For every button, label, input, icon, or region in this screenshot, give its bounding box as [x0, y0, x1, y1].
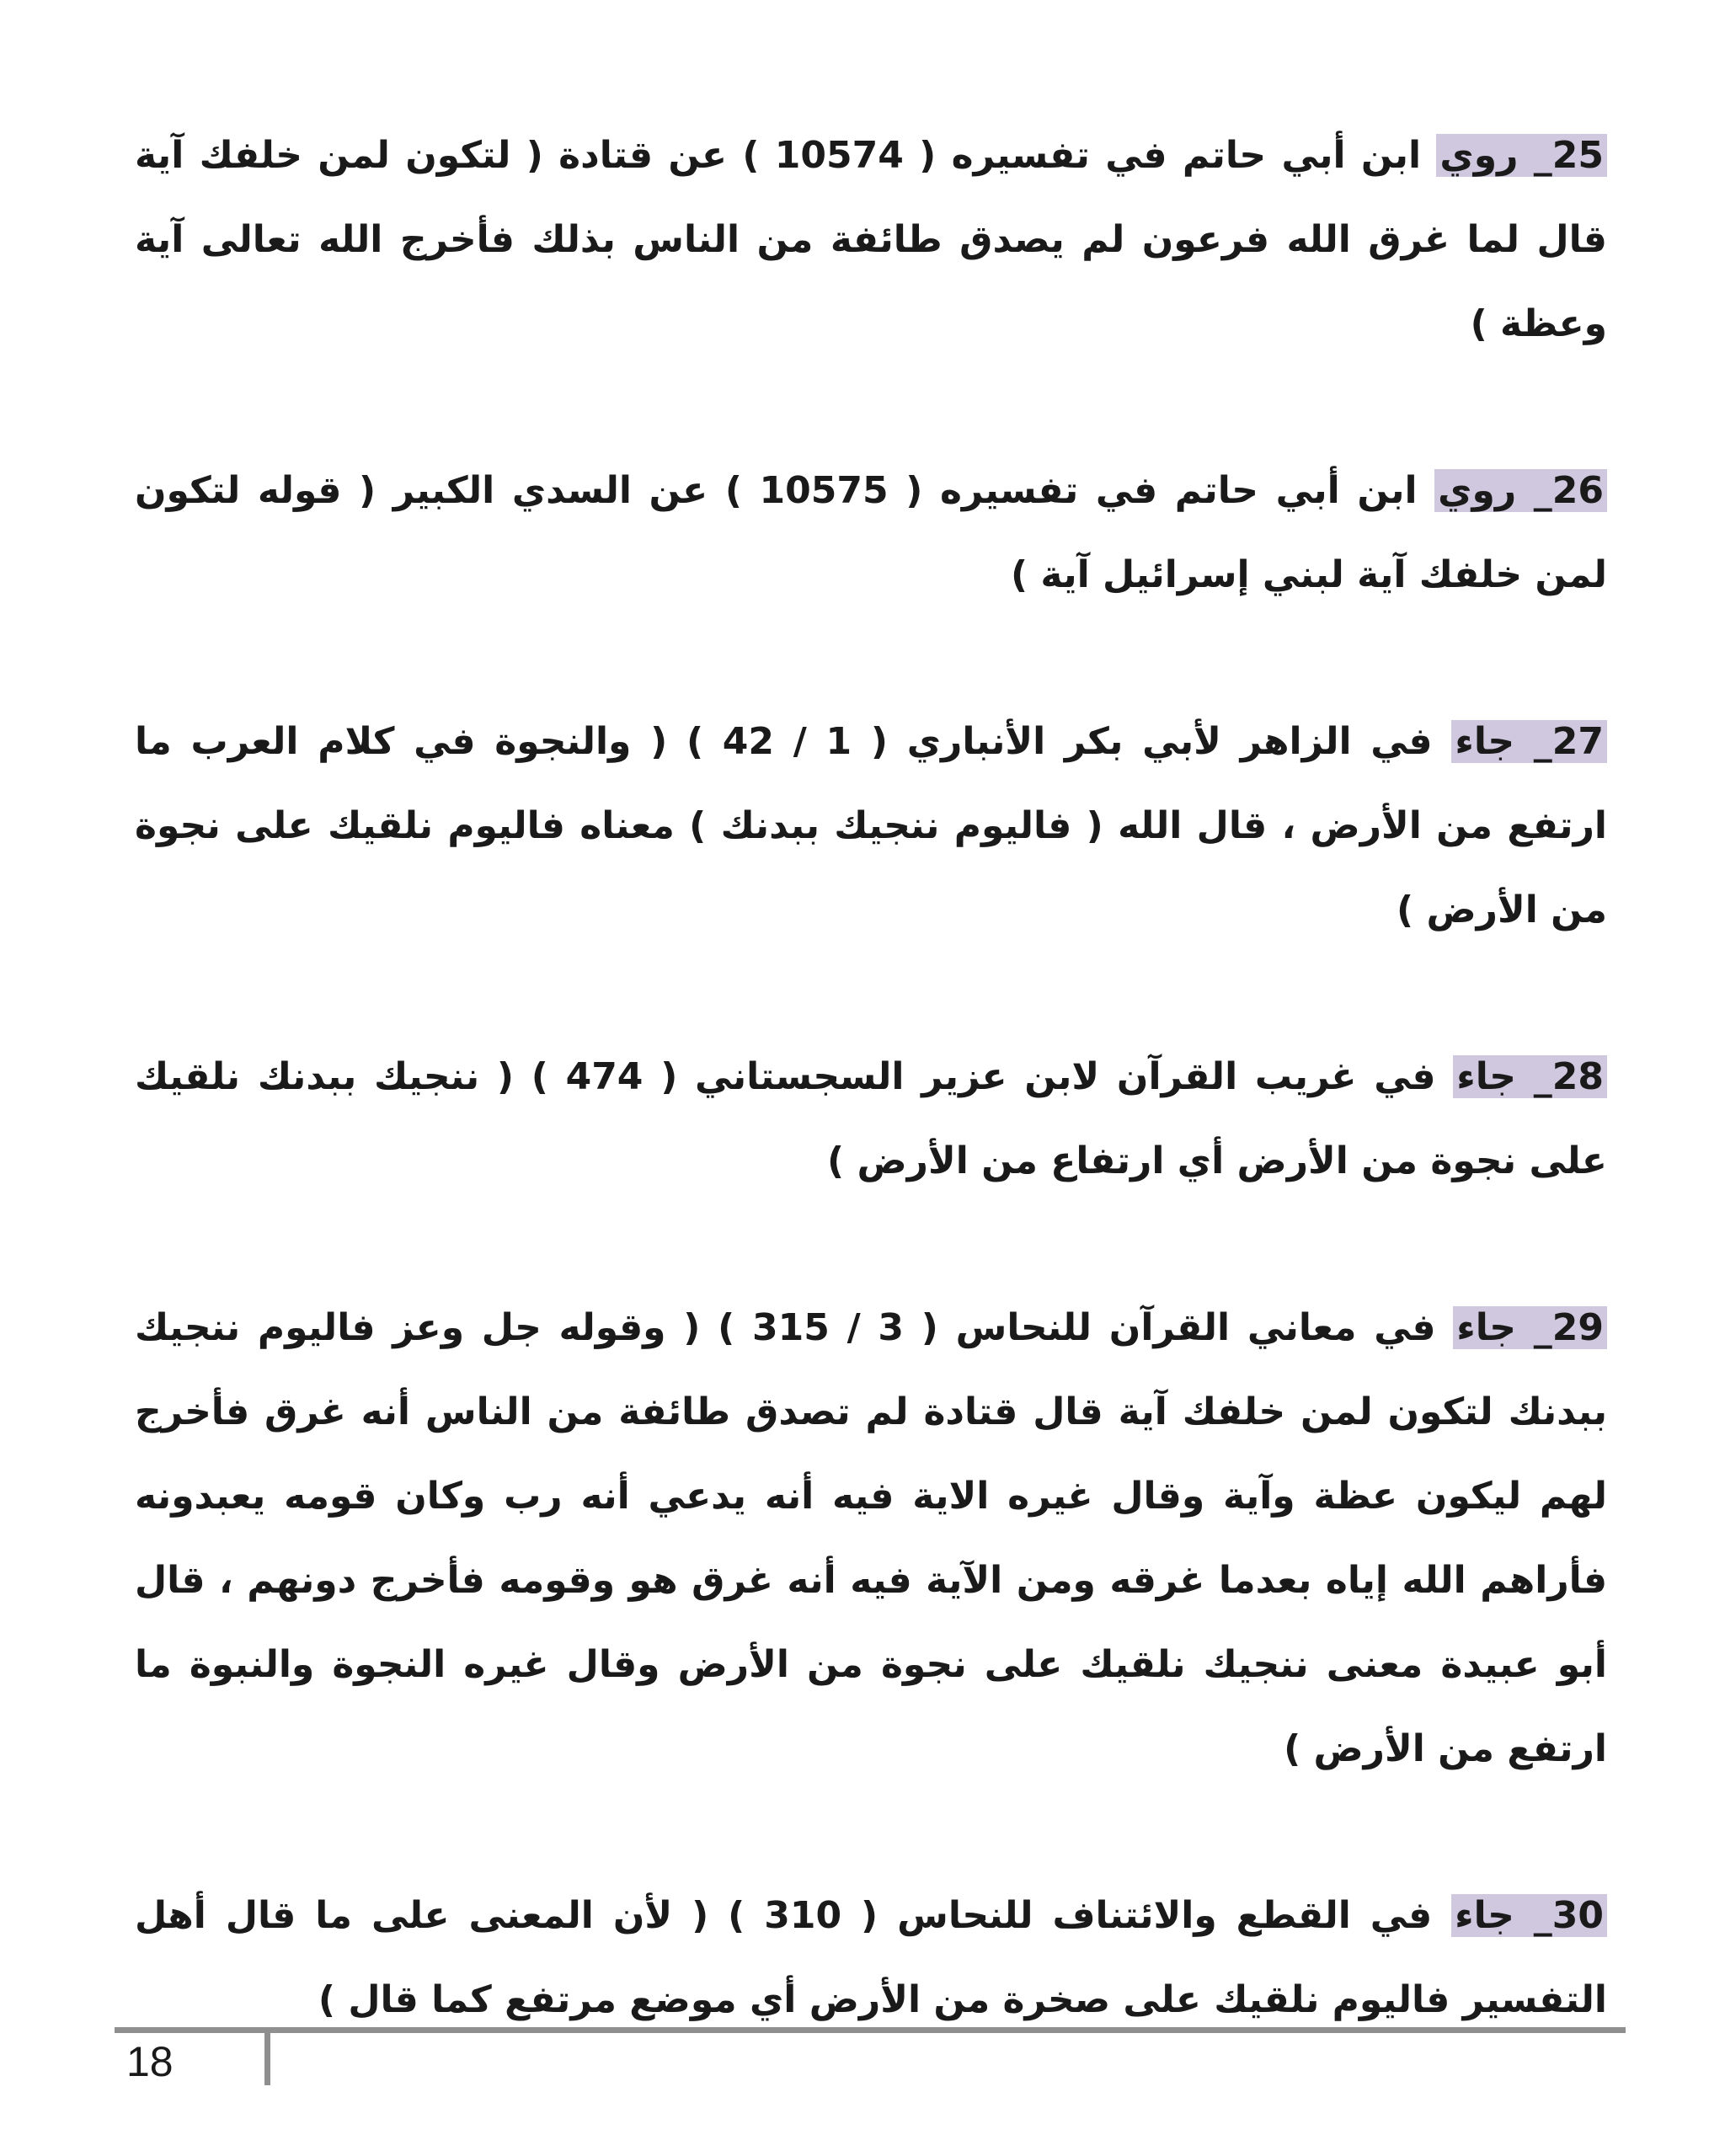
entry-25 — [135, 114, 1607, 366]
entry-27 — [135, 700, 1607, 953]
entry-29-text: في معاني القرآن للنحاس ( 3 / 315 ) ( وقوله جل وعز فاليوم ننجيك ببدنك لتكون لمن خلفك آية قال قتادة لم تصدق طائفة من الناس أنه غرق فأخرج لهم ليكون عظة وآية وقال غيره الاية فيه أنه يدعي أنه رب وكان قومه يعبدونه فأراهم الله إياه بعدما غرقه ومن الآية فيه أنه غرق هو وقومه فأخرج دونهم ، قال أبو عبيدة معنى ننجيك نلقيك على نجوة من الأرض وقال غيره النجوة والنبوة ما ارتفع من الأرض ) — [135, 1306, 1607, 1770]
entries-list — [135, 114, 1607, 2125]
entry-25-marker: 25_ روي — [1436, 134, 1607, 177]
entry-27-marker: 27_ جاء — [1451, 720, 1607, 763]
entry-26 — [135, 449, 1607, 617]
entry-28-marker: 28_ جاء — [1453, 1055, 1607, 1098]
page-number: 18 — [126, 2038, 174, 2085]
entry-26-marker: 26_ روي — [1434, 469, 1607, 512]
entry-29 — [135, 1286, 1607, 1791]
entry-29-marker: 29_ جاء — [1453, 1306, 1607, 1349]
footer-divider-tick — [264, 2031, 270, 2085]
entry-26-text: ابن أبي حاتم في تفسيره ( 10575 ) عن السدي الكبير ( قوله لتكون لمن خلفك آية لبني إسرائيل آية ) — [135, 469, 1607, 596]
entry-30-text: في القطع والائتناف للنحاس ( 310 ) ( لأن المعنى على ما قال أهل التفسير فاليوم نلقيك على صخرة من الأرض أي موضع مرتفع كما قال ) — [135, 1894, 1607, 2021]
entry-25-text: ابن أبي حاتم في تفسيره ( 10574 ) عن قتادة ( لتكون لمن خلفك آية قال لما غرق الله فرعون لم يصدق طائفة من الناس بذلك فأخرج الله تعالى آية وعظة ) — [135, 134, 1607, 345]
entry-30-marker: 30_ جاء — [1451, 1894, 1607, 1937]
entry-28 — [135, 1035, 1607, 1203]
entry-30 — [135, 1874, 1607, 2042]
footer-rule — [115, 2027, 1626, 2033]
entry-27-text: في الزاهر لأبي بكر الأنباري ( 1 / 42 ) ( والنجوة في كلام العرب ما ارتفع من الأرض ، قال الله ( فاليوم ننجيك ببدنك ) معناه فاليوم نلقيك على نجوة من الأرض ) — [135, 720, 1607, 931]
entry-28-text: في غريب القرآن لابن عزير السجستاني ( 474 ) ( ننجيك ببدنك نلقيك على نجوة من الأرض أي ارتفاع من الأرض ) — [135, 1055, 1607, 1182]
